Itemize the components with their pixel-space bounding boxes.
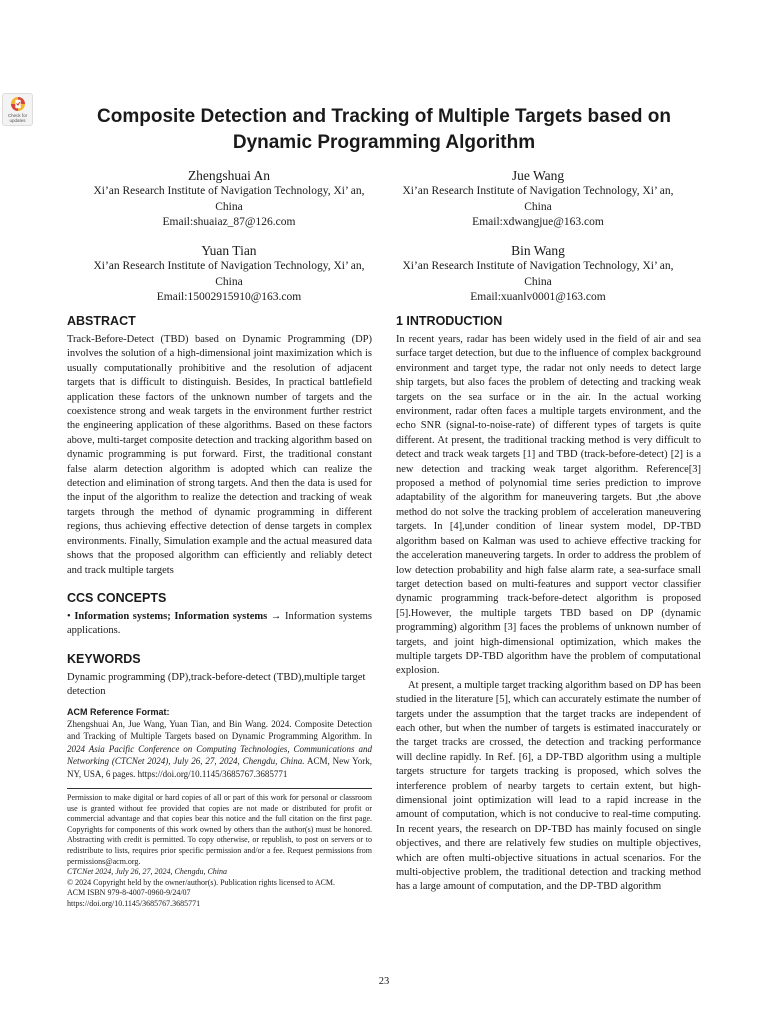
reference-venue: 2024 Asia Pacific Conference on Computing Technologies, Communications and Networking (CTCNet 2024), July 26, 27, 2024, Chengdu, China. xyxy=(67,743,372,767)
ccs-concept: Information systems applications. xyxy=(67,610,373,637)
check-for-updates-badge[interactable] xyxy=(2,93,33,126)
permission-block xyxy=(67,788,372,910)
ccs-bold: Information systems; Information systems xyxy=(74,610,268,622)
ccs-arrow: → xyxy=(270,610,282,622)
page-number: 23 xyxy=(378,976,390,987)
ccs-bullet: • xyxy=(67,610,71,622)
abstract-heading: ABSTRACT xyxy=(67,314,136,328)
acm-reference-format xyxy=(67,706,372,781)
check-for-updates-label: Check for updates xyxy=(7,113,28,123)
introduction-heading: 1 INTRODUCTION xyxy=(396,314,503,328)
doi-link[interactable]: https://doi.org/10.1145/3685767.3685771 xyxy=(67,898,201,908)
copyright-line: © 2024 Copyright held by the owner/author(s). Publication rights licensed to ACM. xyxy=(67,877,336,887)
crossmark-icon xyxy=(10,96,26,112)
keywords-heading: KEYWORDS xyxy=(67,651,141,666)
isbn-line: ACM ISBN 979-8-4007-0960-9/24/07 xyxy=(67,888,191,898)
author-name: Zhengshuai An xyxy=(187,168,271,183)
ccs-heading: CCS CONCEPTS xyxy=(67,590,167,605)
author-block-4 xyxy=(388,242,688,306)
author-email: Email:xdwangjue@163.com xyxy=(472,216,604,228)
keywords-text: Dynamic programming (DP),track-before-detect (TBD),multiple target detection xyxy=(67,671,366,698)
reference-heading: ACM Reference Format: xyxy=(67,706,170,717)
reference-doi[interactable]: ACM, New York, NY, USA, 6 pages. https://doi.org/10.1145/3685767.3685771 xyxy=(67,756,372,779)
author-email: Email:shuaiaz_87@126.com xyxy=(162,216,296,228)
introduction-paragraph-1: In recent years, radar has been widely used in the field of air and sea surface target detection, but due to the influence of complex background environment and target type, the radar not only needs to detect large ship targets, but also faces the problem of detecting and tracking weak targets on the sea surface or in the air. In the actual working environment, radar often faces a multiple targets environment, and the echo SNR (signal-to-noise-rate) of different types of targets is quite different. At present, the traditional tracking method is very difficult to detect and track weak targets [1] and TBD (track-before-detect) [2] is a new detection and tracking weak target algorithm. Reference[3] proposed a method of polynomial time series prediction to improve adaptability of the algorithm for maneuvering targets. But ,the above method do not solve the tracking problem of acceleration maneuvering targets. In [4],under condition of linear system model, DP-TBD algorithm based on Kalman was used to achieve effective tracking for the acceleration maneuvering targets. In order to address the problem of low detection probability and high false alarm rate, a sea-surface small target detection based on multi-features and support vector classifier dynamic programming track-before-detect algorithm is proposed [5].However, the multiple targets TBD based on DP (dynamic programming) algorithm [3] faces the problems of unknown number of targets, and joint high-dimensional optimization, which makes the multiple targets DP-TBD algorithm have the problem of computational explosion. xyxy=(396,334,701,677)
author-affiliation: Xi’an Research Institute of Navigation Technology, Xi’ an, China xyxy=(93,260,365,288)
author-email: Email:xuanlv0001@163.com xyxy=(470,291,606,303)
reference-text xyxy=(67,718,372,781)
author-block-2 xyxy=(388,167,688,231)
author-email: Email:15002915910@163.com xyxy=(156,291,302,303)
left-column xyxy=(67,313,372,910)
permission-venue: CTCNet 2024, July 26, 27, 2024, Chengdu, China xyxy=(67,867,227,877)
right-column xyxy=(396,313,701,895)
permission-text: Permission to make digital or hard copies of all or part of this work for personal or classroom use is granted without fee provided that copies are not made or distributed for profit or commercial advantage and that copies bear this notice and the full citation on the first page. Copyrights for components of this work owned by others than the author(s) must be honored. Abstracting with credit is permitted. To copy otherwise, or republish, to post on servers or to redistribute to lists, requires prior specific permission and/or a fee. Request permissions from permissions@acm.org. xyxy=(67,793,372,866)
abstract-text: Track-Before-Detect (TBD) based on Dynamic Programming (DP) involves the solution of a high-dimensional joint maximization which is usually computationally prohibitive and the resolution of adjacent targets that is difficult to distinguish. Besides, In practical battlefield application these factors of the unknown number of targets and the coexistence strong and weak targets in the environment further restrict the engineering application of these algorithms. Based on these factors above, multi-target composite detection and tracking algorithm based on dynamic programming is put forward. First, the traditional constant false alarm detection algorithm is adopted which can realize the detection and elimination of strong targets. And then the data is used for the input of the algorithm to realize the detection and tracking of weak targets through the method of dynamic programming in different regions, thus achieving effective detection of dense targets in complex environments. Finally, Simulation example and the actual measured data shows that the proposed algorithm can efficiently and reliably detect and track multiple targets xyxy=(67,334,372,576)
author-affiliation: Xi’an Research Institute of Navigation Technology, Xi’ an, China xyxy=(402,185,674,213)
author-name: Yuan Tian xyxy=(201,243,257,258)
author-block-3 xyxy=(79,242,379,306)
author-name: Bin Wang xyxy=(511,243,565,258)
reference-authors: Zhengshuai An, Jue Wang, Yuan Tian, and Bin Wang. 2024. Composite Detection and Tracking of Multiple Targets based on Dynamic Programming Algorithm. In xyxy=(67,718,372,742)
author-block-1 xyxy=(79,167,379,231)
ccs-text xyxy=(67,610,372,639)
introduction-paragraph-2: At present, a multiple target tracking algorithm based on DP has been studied in the literature [5], which can accurately estimate the number of targets under the assumption that the target tracks are independent of each other, but when the number of targets is estimated inaccurately or the target tracks are crossed, the detection and tracking performance will decline rapidly. In Ref. [6], a DP-TBD algorithm using a multiple targets structure for targets tracking is proposed, which solves the interference problem of nearby targets to certain extent, but high-dimensional joint optimization will lead to a rapid increase in the amount of computation, which is not conducive to real-time computing. In recent years, the research on DP-TBD has mainly focused on single objectives, and there are relatively few studies on multiple objectives, which are often multi-objective situations in actual scenarios. For the multi-objective problem, the traditional detection and tracking method has a large amount of computation, and the DP-TBD algorithm xyxy=(396,679,701,893)
author-name: Jue Wang xyxy=(511,168,565,183)
paper-title: Composite Detection and Tracking of Multiple Targets based on Dynamic Programming Algorithm xyxy=(97,106,671,153)
author-affiliation: Xi’an Research Institute of Navigation Technology, Xi’ an, China xyxy=(93,185,365,213)
author-affiliation: Xi’an Research Institute of Navigation Technology, Xi’ an, China xyxy=(402,260,674,288)
